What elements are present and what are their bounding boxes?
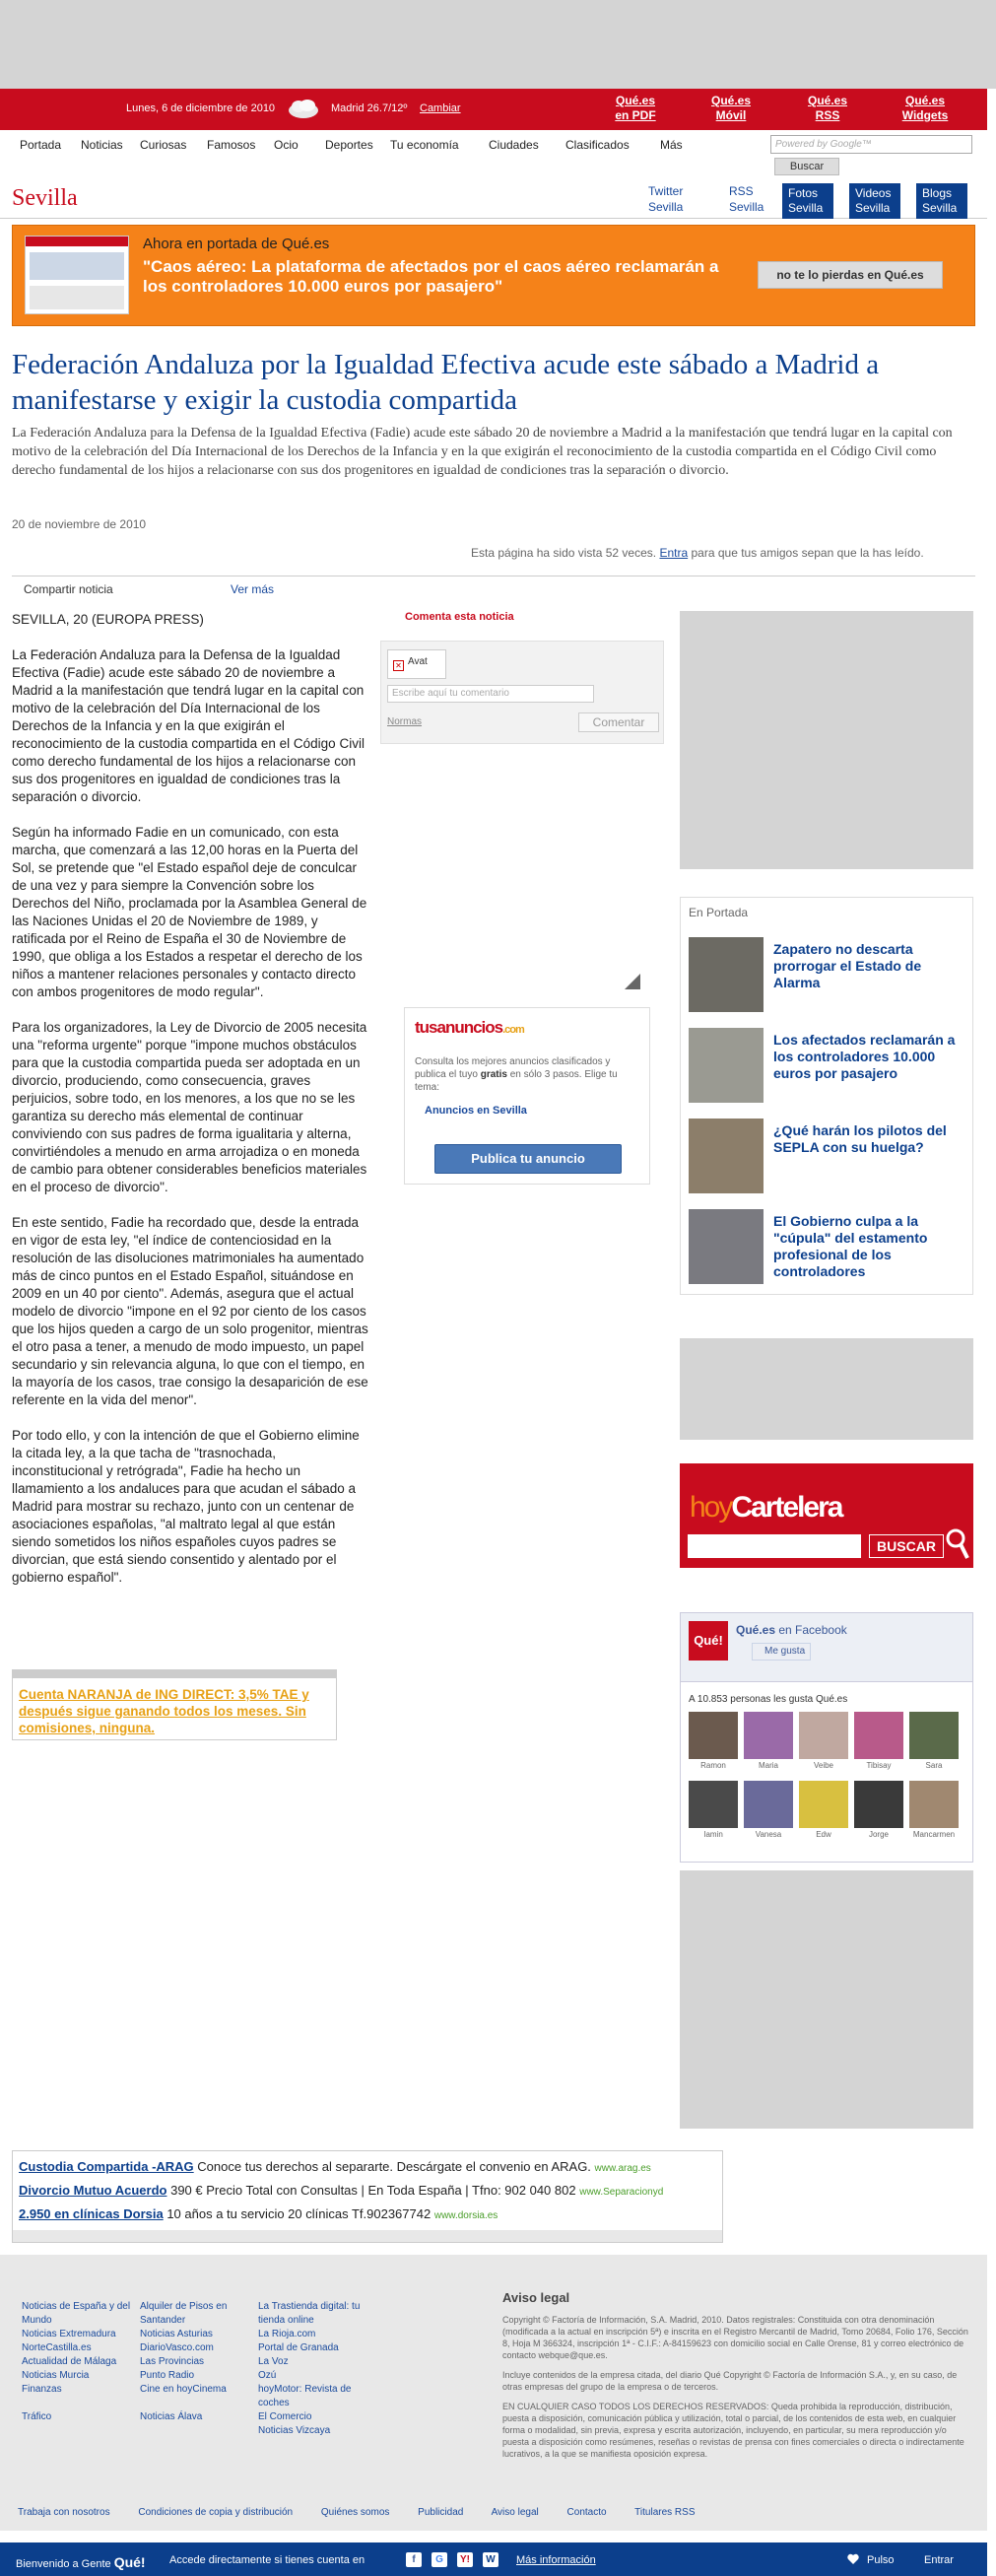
- footer-link[interactable]: Publicidad: [418, 2507, 464, 2518]
- rules-link[interactable]: Normas: [387, 716, 423, 727]
- cartelera-search-button[interactable]: BUSCAR: [869, 1534, 944, 1558]
- promo-thumbnail: [25, 236, 129, 314]
- footer-link[interactable]: Titulares RSS: [634, 2507, 696, 2518]
- nav-curiosas[interactable]: Curiosas: [140, 138, 187, 152]
- top-ad-banner[interactable]: [0, 0, 996, 89]
- windows-live-icon[interactable]: W: [483, 2552, 498, 2567]
- article-body: [12, 611, 368, 1604]
- corner-icon: [625, 974, 640, 989]
- yahoo-icon[interactable]: Y!: [457, 2552, 473, 2567]
- broken-image-icon: ✕: [393, 660, 404, 671]
- news-thumbnail: [689, 1119, 764, 1193]
- cartelera-widget: [680, 1463, 973, 1568]
- footer-link[interactable]: Noticias Extremadura: [22, 2329, 116, 2339]
- gente-welcome: Bienvenido a Gente Qué!: [16, 2554, 146, 2570]
- nav-mas[interactable]: Más: [660, 138, 683, 152]
- comment-form: [380, 641, 664, 744]
- article-paragraph: Para los organizadores, la Ley de Divorcio de 2005 necesita una "reforma urgente" porque "impone muchos obstáculos para que la custodia compartida pueda ser adoptada en un divorcio, produciendo, como consecuencia, graves perjuicios, sobre todo, en los menores, a los que no se les garantiza su derecho más elemental de continuar conviviendo con sus padres de forma igualitaria y alterna, convirtiéndoles a menudo en arma arrojadiza o en moneda de cambio para obtener considerables beneficios materiales en el proceso de divorcio".: [12, 1020, 367, 1194]
- twitter-link[interactable]: Twitter Sevilla: [648, 184, 684, 214]
- footer-link[interactable]: La Trastienda digital: tu tienda online: [258, 2301, 361, 2326]
- weather-text: Madrid 26.7/12º: [331, 102, 408, 114]
- nav-famosos[interactable]: Famosos: [207, 138, 256, 152]
- fan-avatar[interactable]: Maria: [744, 1712, 793, 1771]
- avatar: ✕ Avat: [387, 649, 446, 679]
- text-ad[interactable]: Custodia Compartida -ARAG Conoce tus derechos al separarte. Descárgate el convenio en ARAG. www.arag.es: [19, 2159, 651, 2174]
- see-more-link[interactable]: Ver más: [231, 582, 275, 596]
- fan-avatar[interactable]: Vanesa: [744, 1781, 793, 1840]
- fan-avatar[interactable]: Tibisay: [854, 1712, 903, 1771]
- footer-link[interactable]: Noticias Murcia: [22, 2370, 90, 2381]
- fan-avatar[interactable]: Veibe: [799, 1712, 848, 1771]
- footer-link[interactable]: Finanzas: [22, 2384, 62, 2395]
- gente-access-text: Accede directamente si tienes cuenta en: [169, 2554, 365, 2566]
- main-nav: [0, 130, 987, 173]
- promo-button[interactable]: no te lo pierdas en Qué.es: [758, 261, 943, 289]
- fan-avatar[interactable]: Ramon: [689, 1712, 738, 1771]
- classifieds-text: Consulta los mejores anuncios clasificados y publica el tuyo gratis en sólo 3 pasos. Elige tu tema:: [415, 1056, 618, 1093]
- footer-link[interactable]: Ozú: [258, 2370, 277, 2381]
- facebook-page-name[interactable]: Qué.es en Facebook: [736, 1623, 847, 1637]
- more-info-link[interactable]: Más información: [516, 2554, 596, 2566]
- footer: [0, 2255, 987, 2531]
- widgets-link[interactable]: Qué.es Widgets: [901, 94, 949, 122]
- footer-link[interactable]: NorteCastilla.es: [22, 2342, 92, 2353]
- change-city-link[interactable]: Cambiar: [420, 102, 461, 114]
- frontpage-item[interactable]: Los afectados reclamarán a los controladores 10.000 euros por pasajero: [689, 1028, 966, 1111]
- footer-link[interactable]: La Voz: [258, 2356, 289, 2367]
- footer-link[interactable]: Aviso legal: [491, 2507, 539, 2518]
- blogs-button[interactable]: Blogs Sevilla: [916, 183, 967, 219]
- footer-links-col-3: [258, 2300, 374, 2438]
- promo-banner[interactable]: [12, 225, 975, 326]
- article-date: 20 de noviembre de 2010: [12, 517, 147, 531]
- promo-kicker: Ahora en portada de Qué.es: [143, 236, 330, 252]
- legal-title: Aviso legal: [502, 2290, 570, 2305]
- nav-noticias[interactable]: Noticias: [81, 138, 123, 152]
- footer-link[interactable]: El Comercio: [258, 2411, 312, 2422]
- share-button[interactable]: Compartir noticia: [24, 582, 113, 596]
- text-ad[interactable]: 2.950 en clínicas Dorsia 10 años a tu servicio 20 clínicas Tf.902367742 www.dorsia.es: [19, 2206, 498, 2221]
- view-count: Esta página ha sido vista 52 veces. Entra para que tus amigos sepan que la has leído.: [471, 546, 924, 560]
- footer-link[interactable]: Quiénes somos: [320, 2507, 390, 2518]
- fan-avatar[interactable]: Edw: [799, 1781, 848, 1840]
- footer-link[interactable]: Noticias de España y del Mundo: [22, 2301, 131, 2326]
- current-date: Lunes, 6 de diciembre de 2010: [126, 102, 276, 114]
- legal-text: Copyright © Factoría de Información, S.A. Madrid, 2010. Datos registrales: Constituida con otra denominación (modificada a la actual en inscripción 5ª) e inscrita en el Registro Mercantil de Madrid, Tomo 20684, Folio 176, Sección 8, Hoja M 366324, inscripción 1ª - C.I.F.: A-84159623 con domicilio social en Calle Orense, 81 y correo electrónico de contacto webque@que.es. Incluye contenidos de la empresa citada, del diario Qué Copyright © Factoría de Información S.A., y, en su caso, de otras empresas del grupo de la empresa o de terceros. EN CUALQUIER CASO TODOS LOS DERECHOS RESERVADOS: Queda prohibida la reproducción, distribución, puesta a disposición, comunicación pública y utilización, total o parcial, de los contenidos de esta web, en cualquier forma o modalidad, sin previa, expresa y escrita autorización, incluyendo, en particular, su mera reproducción y/o puesta a disposición como resúmenes, reseñas o revistas de prensa con fines comerciales o directa o indirectamente lucrativos, a la que se manifiesta oposición expresa.: [502, 2315, 968, 2459]
- fotos-button[interactable]: Fotos Sevilla: [782, 183, 833, 219]
- fan-avatar[interactable]: Mancarmen: [909, 1781, 959, 1840]
- article-paragraph: La Federación Andaluza para la Defensa de la Igualdad Efectiva (Fadie) acude este sábado 20 de noviembre a Madrid a la manifestación que tendrá lugar en la capital con motivo de la celebración del Día Internacional de los Derechos de la Infancia y en la que exigirán el reconocimiento de la custodia compartida en el Código Civil como derecho fundamental de los hijos a relacionarse con sus dos progenitores en igualdad de condiciones tras la separación o divorcio.: [12, 647, 365, 804]
- ing-ad-link[interactable]: Cuenta NARANJA de ING DIRECT: 3,5% TAE y después sigue ganando todos los meses. Sin comisiones, ninguna.: [19, 1687, 309, 1735]
- footer-link[interactable]: hoyMotor: Revista de coches: [258, 2384, 352, 2408]
- article-subtitle: La Federación Andaluza para la Defensa de la Igualdad Efectiva (Fadie) acude este sábado 20 de noviembre a Madrid a la manifestación que tendrá lugar en la capital con motivo de la celebración del Día Internacional de los Derechos de la Infancia y en la que exigirán el reconocimiento de la custodia compartida en el Código Civil como derecho fundamental de los hijos a relacionarse con sus dos progenitores en igualdad de condiciones tras la separación o divorcio.: [12, 426, 953, 478]
- inline-ad: [12, 1669, 337, 1740]
- article-paragraph: Según ha informado Fadie en un comunicado, con esta marcha, que comenzará a las 12,00 horas en la Puerta del Sol, se pretende que "el Estado español deje de conculcar de una vez y para siempre la Convención sobre los Derechos del Niño, proclamada por la Asamblea General de las Naciones Unidas el 20 de Noviembre de 1989, y ratificada por el Reino de España el 30 de Noviembre de 1990, que obliga a los Estados a respetar el derecho de los niños a mantener relaciones personales y contacto directo con ambos progenitores de modo regular".: [12, 825, 367, 999]
- footer-links-col-2: [140, 2300, 248, 2424]
- footer-link[interactable]: Portal de Granada: [258, 2342, 339, 2353]
- pdf-link[interactable]: Qué.es en PDF: [615, 94, 656, 122]
- footer-link[interactable]: Noticias Asturias: [140, 2329, 213, 2339]
- article-title: Federación Andaluza por la Igualdad Efectiva acude este sábado a Madrid a manifestarse y exigir la custodia compartida: [12, 349, 880, 416]
- footer-link[interactable]: Contacto: [566, 2507, 607, 2518]
- footer-link[interactable]: Actualidad de Málaga: [22, 2356, 117, 2367]
- article-paragraph: Por todo ello, y con la intención de que el Gobierno elimine la citada ley, a la que tacha de "trasnochada, inconstitucional y retrógrada", Fadie ha hecho un llamamiento a los andaluces para que acudan el sábado a Madrid para mostrar su rechazo, junto con un centenar de asociaciones españolas, "al maltrato legal al que están siendo sometidos los niños españoles cuyos padres se divorcian, que está siendo consentido y alentado por el gobierno español".: [12, 1428, 360, 1585]
- footer-link[interactable]: Noticias Vizcaya: [258, 2425, 331, 2436]
- search-button[interactable]: Buscar: [774, 158, 839, 175]
- search-input[interactable]: Powered by Google™: [770, 135, 972, 154]
- text-ad[interactable]: Divorcio Mutuo Acuerdo 390 € Precio Total con Consultas | En Toda España | Tfno: 902 040 802 www.Separacionyd: [19, 2183, 664, 2198]
- fan-avatar[interactable]: Sara: [909, 1712, 959, 1771]
- que-logo: Qué!: [689, 1621, 728, 1661]
- videos-button[interactable]: Videos Sevilla: [849, 183, 900, 219]
- mobile-link[interactable]: Qué.es Móvil: [710, 94, 752, 122]
- article-dateline: SEVILLA, 20 (EUROPA PRESS): [12, 612, 204, 627]
- footer-link[interactable]: Alquiler de Pisos en Santander: [140, 2301, 228, 2326]
- nav-deportes[interactable]: Deportes: [325, 138, 373, 152]
- footer-link[interactable]: Condiciones de copia y distribución: [138, 2507, 294, 2518]
- footer-link[interactable]: Trabaja con nosotros: [18, 2507, 110, 2518]
- sidebar-ad-1[interactable]: [680, 611, 973, 869]
- promo-headline[interactable]: "Caos aéreo: La plataforma de afectados por el caos aéreo reclamarán a los controladores 10.000 euros por pasajero": [143, 257, 719, 296]
- section-title: Sevilla: [12, 185, 78, 211]
- publish-ad-button[interactable]: Publica tu anuncio: [434, 1144, 622, 1174]
- footer-link[interactable]: Cine en hoyCinema: [140, 2384, 227, 2395]
- footer-link[interactable]: DiarioVasco.com: [140, 2342, 214, 2353]
- fan-avatar[interactable]: Jorge: [854, 1781, 903, 1840]
- frontpage-header: En Portada: [689, 906, 749, 919]
- facebook-like-button[interactable]: Me gusta: [752, 1643, 811, 1661]
- text-ads: [12, 2150, 723, 2243]
- comments-title: Comenta esta noticia: [405, 611, 514, 623]
- nav-clasificados[interactable]: Clasificados: [565, 138, 630, 152]
- tusanuncios-logo: tusanuncios.com: [415, 1018, 524, 1037]
- footer-links-col-1: [22, 2300, 132, 2424]
- enter-link[interactable]: Entra: [659, 546, 689, 560]
- news-thumbnail: [689, 1028, 764, 1103]
- google-icon[interactable]: G: [432, 2552, 447, 2567]
- cartelera-search-input[interactable]: [688, 1534, 861, 1558]
- frontpage-item[interactable]: ¿Qué harán los pilotos del SEPLA con su huelga?: [689, 1119, 966, 1201]
- facebook-widget: [680, 1612, 973, 1863]
- article-paragraph: En este sentido, Fadie ha recordado que, desde la entrada en vigor de esta ley, "el índice de contenciosidad en la resolución de las disoluciones matrimoniales ha aumentado más de cinco puntos en el Estado Español, situándose en 2009 en un 40 por ciento". Además, asegura que el actual modelo de divorcio "impone en el 92 por ciento de los casos que los hijos queden a cargo de un solo progenitor, mientras el otro pasa a tener, a menudo de modo impuesto, un papel secundario y sin relevancia alguna, lo que con el tiempo, en la mayoría de los casos, trae consigo la desaparición de ese referente en la vida del menor".: [12, 1215, 368, 1407]
- nav-tu-economia[interactable]: Tu economía: [390, 138, 459, 152]
- frontpage-item[interactable]: El Gobierno culpa a la "cúpula" del estamento profesional de los controladores: [689, 1209, 966, 1292]
- section-header: [0, 175, 987, 219]
- rss-section-link[interactable]: RSS Sevilla: [729, 184, 764, 214]
- facebook-fan-count: A 10.853 personas les gusta Qué.es: [689, 1694, 848, 1705]
- frontpage-item[interactable]: Zapatero no descarta prorrogar el Estado de Alarma: [689, 937, 966, 1020]
- news-thumbnail: [689, 937, 764, 1012]
- fan-avatar[interactable]: Iamin: [689, 1781, 738, 1840]
- footer-link[interactable]: Las Provincias: [140, 2356, 205, 2367]
- footer-bottom-links: [18, 2507, 721, 2518]
- sidebar-ad-3[interactable]: [680, 1870, 973, 2129]
- classifieds-sevilla-link[interactable]: Anuncios en Sevilla: [425, 1105, 527, 1117]
- rss-link[interactable]: Qué.es RSS: [807, 94, 848, 122]
- comment-submit-button[interactable]: Comentar: [578, 712, 659, 732]
- footer-link[interactable]: Tráfico: [22, 2411, 52, 2422]
- magnifier-icon: [946, 1528, 969, 1562]
- frontpage-box: [680, 897, 973, 1295]
- gente-bar: [0, 2542, 987, 2576]
- footer-link[interactable]: La Rioja.com: [258, 2329, 316, 2339]
- nav-portada[interactable]: Portada: [20, 138, 62, 152]
- classifieds-box: [404, 1007, 650, 1185]
- facebook-icon[interactable]: f: [406, 2552, 422, 2567]
- heart-icon: [847, 2553, 859, 2565]
- news-thumbnail: [689, 1209, 764, 1284]
- cartelera-logo: hoyCartelera: [690, 1491, 842, 1524]
- nav-ocio[interactable]: Ocio: [274, 138, 299, 152]
- cloud-icon: [286, 98, 321, 119]
- nav-ciudades[interactable]: Ciudades: [489, 138, 539, 152]
- share-bar: [12, 576, 975, 601]
- login-button[interactable]: Entrar: [924, 2554, 954, 2566]
- footer-link[interactable]: Punto Radio: [140, 2370, 195, 2381]
- top-bar: [0, 89, 987, 130]
- comment-input[interactable]: Escribe aquí tu comentario: [387, 685, 594, 703]
- pulse-button[interactable]: Pulso: [867, 2554, 895, 2566]
- sidebar-ad-2[interactable]: [680, 1338, 973, 1440]
- footer-link[interactable]: Noticias Álava: [140, 2411, 203, 2422]
